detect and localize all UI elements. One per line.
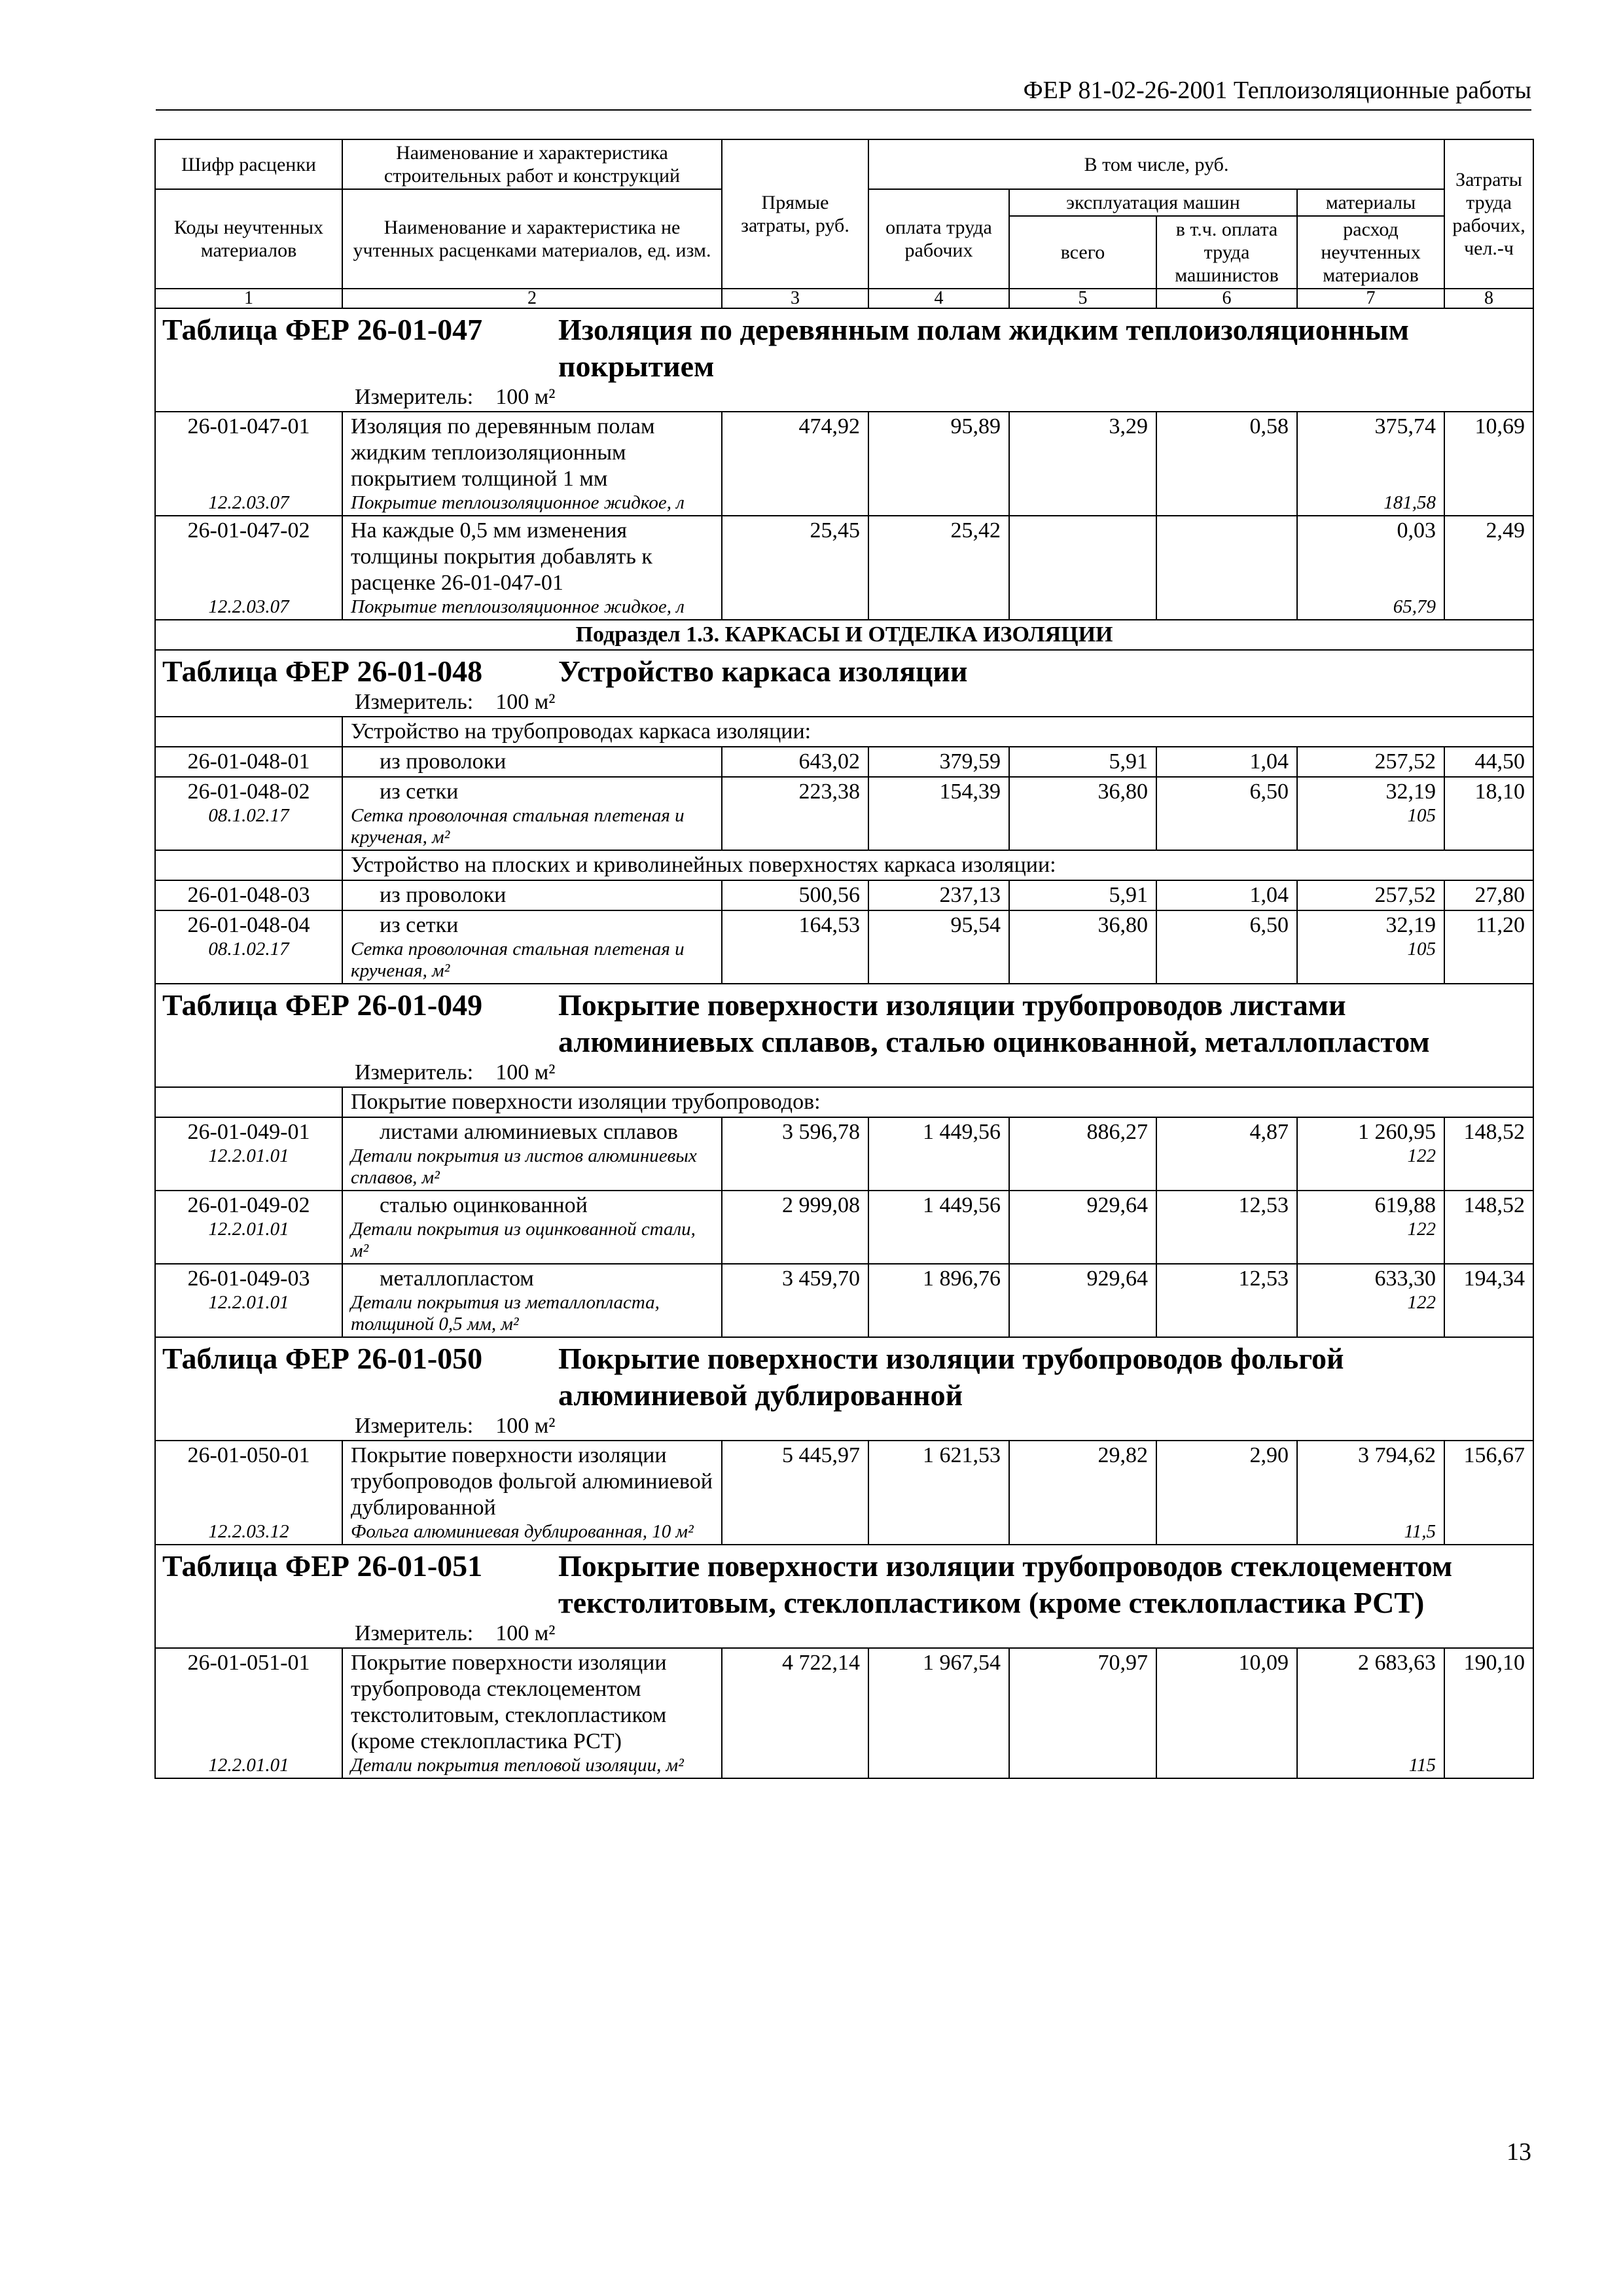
- table-row: [155, 1191, 1533, 1264]
- material-name: Детали покрытия из листов алюминиевых сплавов, м²: [351, 1145, 697, 1188]
- table-row: [155, 1117, 1533, 1191]
- col-header-mat-code: Коды неучтенных материалов: [155, 189, 342, 289]
- material-qty: 65,79: [1393, 596, 1436, 617]
- material-cost: 0,03 65,79: [1297, 516, 1444, 620]
- table-title-row: [155, 984, 1533, 1087]
- material-qty: 105: [1407, 805, 1436, 826]
- material-code: 12.2.01.01: [208, 1755, 289, 1776]
- col-header-incl: В том числе, руб.: [868, 139, 1444, 189]
- rate-code: 26-01-049-01 12.2.01.01: [155, 1117, 342, 1191]
- table-name: Покрытие поверхности изоляции трубопроводов стеклоцементом текстолитовым, стеклопластиком (кроме стеклопластика РСТ): [558, 1549, 1453, 1619]
- direct-cost: 3 596,78: [722, 1117, 868, 1191]
- work-name: Покрытие поверхности изоляции трубопроводов фольгой алюминиевой дублированной Фольга алюминиевая дублированная, 10 м²: [342, 1441, 722, 1545]
- table-row: [155, 516, 1533, 620]
- direct-cost: 2 999,08: [722, 1191, 868, 1264]
- subsection-title: Подраздел 1.3. КАРКАСЫ И ОТДЕЛКА ИЗОЛЯЦИИ: [155, 620, 1533, 650]
- material-code: 12.2.01.01: [208, 1145, 289, 1166]
- rate-code: 26-01-049-03 12.2.01.01: [155, 1264, 342, 1337]
- unit-line: Измеритель: 100 м²: [355, 1060, 556, 1085]
- work-name: Изоляция по деревянным полам жидким теплоизоляционным покрытием толщиной 1 мм Покрытие теплоизоляционное жидкое, л: [342, 412, 722, 516]
- group-row: [155, 717, 1533, 747]
- labor-hours: 10,69: [1444, 412, 1533, 516]
- material-cost: 2 683,63 115: [1297, 1648, 1444, 1778]
- rate-code: 26-01-047-01 12.2.03.07: [155, 412, 342, 516]
- col-header-mat-consumption: расход неучтенных материалов: [1297, 216, 1444, 289]
- table-code: Таблица ФЕР 26-01-049: [162, 988, 483, 1022]
- machinist-cost: 4,87: [1156, 1117, 1297, 1191]
- column-number: 2: [342, 289, 722, 308]
- column-numbers: [155, 289, 1533, 308]
- labor-cost: 25,42: [868, 516, 1009, 620]
- material-qty: 181,58: [1383, 492, 1436, 513]
- work-name: листами алюминиевых сплавов Детали покрытия из листов алюминиевых сплавов, м²: [342, 1117, 722, 1191]
- work-name: из сетки Сетка проволочная стальная плетеная и крученая, м²: [342, 910, 722, 984]
- material-cost: 3 794,62 11,5: [1297, 1441, 1444, 1545]
- material-cost: 619,88 122: [1297, 1191, 1444, 1264]
- rate-code: 26-01-048-01: [155, 747, 342, 777]
- labor-cost: 95,54: [868, 910, 1009, 984]
- labor-hours: 148,52: [1444, 1191, 1533, 1264]
- group-title: Устройство на плоских и криволинейных поверхностях каркаса изоляции:: [342, 850, 1533, 880]
- material-qty: 122: [1407, 1292, 1436, 1313]
- group-row: [155, 1087, 1533, 1117]
- header-row-1: [155, 139, 1533, 189]
- labor-cost: 237,13: [868, 880, 1009, 910]
- labor-cost: 154,39: [868, 777, 1009, 850]
- material-code: 08.1.02.17: [208, 939, 289, 960]
- material-code: 12.2.03.07: [208, 492, 289, 513]
- machinist-cost: 0,58: [1156, 412, 1297, 516]
- col-header-labor: оплата труда рабочих: [868, 189, 1009, 289]
- work-name: металлопластом Детали покрытия из металлопласта, толщиной 0,5 мм, м²: [342, 1264, 722, 1337]
- direct-cost: 5 445,97: [722, 1441, 868, 1545]
- work-name: сталью оцинкованной Детали покрытия из оцинкованной стали, м²: [342, 1191, 722, 1264]
- rate-code: 26-01-049-02 12.2.01.01: [155, 1191, 342, 1264]
- table-title: [155, 1337, 1533, 1441]
- column-number: 8: [1444, 289, 1533, 308]
- unit-line: Измеритель: 100 м²: [355, 385, 556, 409]
- table-name: Покрытие поверхности изоляции трубопроводов фольгой алюминиевой дублированной: [558, 1342, 1344, 1412]
- page-number: 13: [1507, 2138, 1531, 2166]
- column-number: 4: [868, 289, 1009, 308]
- price-table: [154, 139, 1534, 1779]
- column-number: 7: [1297, 289, 1444, 308]
- table-row: [155, 1648, 1533, 1778]
- table-code: Таблица ФЕР 26-01-050: [162, 1342, 483, 1375]
- col-header-hours: Затраты труда рабочих, чел.-ч: [1444, 139, 1533, 289]
- machine-cost: 5,91: [1009, 880, 1156, 910]
- material-cost: 32,19 105: [1297, 777, 1444, 850]
- col-header-materials: материалы: [1297, 189, 1444, 216]
- rate-code: 26-01-048-02 08.1.02.17: [155, 777, 342, 850]
- labor-hours: 194,34: [1444, 1264, 1533, 1337]
- labor-cost: 1 967,54: [868, 1648, 1009, 1778]
- material-name: Сетка проволочная стальная плетеная и крученая, м²: [351, 805, 685, 848]
- material-cost: 257,52: [1297, 880, 1444, 910]
- column-number: 6: [1156, 289, 1297, 308]
- material-code: 12.2.01.01: [208, 1219, 289, 1240]
- unit-line: Измеритель: 100 м²: [355, 690, 556, 714]
- direct-cost: 164,53: [722, 910, 868, 984]
- table-name: Устройство каркаса изоляции: [558, 655, 968, 688]
- unit-line: Измеритель: 100 м²: [355, 1621, 556, 1645]
- labor-cost: 95,89: [868, 412, 1009, 516]
- material-cost: 633,30 122: [1297, 1264, 1444, 1337]
- machine-cost: 886,27: [1009, 1117, 1156, 1191]
- material-cost: 257,52: [1297, 747, 1444, 777]
- material-cost: 32,19 105: [1297, 910, 1444, 984]
- labor-cost: 379,59: [868, 747, 1009, 777]
- group-row: [155, 850, 1533, 880]
- table-title-row: [155, 1545, 1533, 1648]
- table-name: Покрытие поверхности изоляции трубопроводов листами алюминиевых сплавов, сталью оцинкованной, металлопластом: [558, 988, 1430, 1058]
- material-qty: 122: [1407, 1219, 1436, 1240]
- labor-hours: 18,10: [1444, 777, 1533, 850]
- column-number: 1: [155, 289, 342, 308]
- table-code: Таблица ФЕР 26-01-051: [162, 1549, 483, 1583]
- table-row: [155, 910, 1533, 984]
- machine-cost: 36,80: [1009, 777, 1156, 850]
- material-name: Покрытие теплоизоляционное жидкое, л: [351, 492, 685, 513]
- material-code: 12.2.03.12: [208, 1521, 289, 1542]
- machinist-cost: 12,53: [1156, 1191, 1297, 1264]
- material-code: 12.2.03.07: [208, 596, 289, 617]
- unit-line: Измеритель: 100 м²: [355, 1414, 556, 1438]
- machine-cost: 929,64: [1009, 1264, 1156, 1337]
- rate-code: 26-01-048-03: [155, 880, 342, 910]
- machine-cost: 3,29: [1009, 412, 1156, 516]
- col-header-mat-name: Наименование и характеристика не учтенных расценками материалов, ед. изм.: [342, 189, 722, 289]
- col-header-mach-labor: в т.ч. оплата труда машинистов: [1156, 216, 1297, 289]
- table-code: Таблица ФЕР 26-01-047: [162, 313, 483, 346]
- material-name: Покрытие теплоизоляционное жидкое, л: [351, 596, 685, 617]
- direct-cost: 4 722,14: [722, 1648, 868, 1778]
- machinist-cost: 6,50: [1156, 910, 1297, 984]
- material-name: Сетка проволочная стальная плетеная и крученая, м²: [351, 939, 685, 981]
- table-title-row: [155, 650, 1533, 717]
- material-name: Детали покрытия из металлопласта, толщиной 0,5 мм, м²: [351, 1292, 660, 1335]
- group-title: Покрытие поверхности изоляции трубопроводов:: [342, 1087, 1533, 1117]
- direct-cost: 500,56: [722, 880, 868, 910]
- material-name: Детали покрытия тепловой изоляции, м²: [351, 1755, 684, 1776]
- material-cost: 375,74 181,58: [1297, 412, 1444, 516]
- column-number: 5: [1009, 289, 1156, 308]
- labor-hours: 156,67: [1444, 1441, 1533, 1545]
- table-title-row: [155, 1337, 1533, 1441]
- machine-cost: 36,80: [1009, 910, 1156, 984]
- column-number: 3: [722, 289, 868, 308]
- machine-cost: 29,82: [1009, 1441, 1156, 1545]
- work-name: из сетки Сетка проволочная стальная плетеная и крученая, м²: [342, 777, 722, 850]
- labor-cost: 1 449,56: [868, 1117, 1009, 1191]
- machinist-cost: 10,09: [1156, 1648, 1297, 1778]
- labor-hours: 2,49: [1444, 516, 1533, 620]
- work-name: На каждые 0,5 мм изменения толщины покрытия добавлять к расценке 26-01-047-01 Покрытие теплоизоляционное жидкое, л: [342, 516, 722, 620]
- table-row: [155, 747, 1533, 777]
- table-row: [155, 1264, 1533, 1337]
- rate-code: 26-01-050-01 12.2.03.12: [155, 1441, 342, 1545]
- direct-cost: 3 459,70: [722, 1264, 868, 1337]
- col-header-direct: Прямые затраты, руб.: [722, 139, 868, 289]
- table-row: [155, 880, 1533, 910]
- labor-cost: 1 621,53: [868, 1441, 1009, 1545]
- direct-cost: 643,02: [722, 747, 868, 777]
- labor-cost: 1 896,76: [868, 1264, 1009, 1337]
- rate-code: 26-01-048-04 08.1.02.17: [155, 910, 342, 984]
- material-qty: 122: [1407, 1145, 1436, 1166]
- labor-hours: 190,10: [1444, 1648, 1533, 1778]
- rate-code: 26-01-047-02 12.2.03.07: [155, 516, 342, 620]
- table-title: [155, 308, 1533, 412]
- material-qty: 105: [1407, 939, 1436, 960]
- machinist-cost: 2,90: [1156, 1441, 1297, 1545]
- table-title: [155, 650, 1533, 717]
- col-header-name: Наименование и характеристика строительных работ и конструкций: [342, 139, 722, 189]
- material-name: Детали покрытия из оцинкованной стали, м²: [351, 1219, 696, 1261]
- labor-hours: 27,80: [1444, 880, 1533, 910]
- work-name: из проволоки: [342, 747, 722, 777]
- labor-cost: 1 449,56: [868, 1191, 1009, 1264]
- labor-hours: 148,52: [1444, 1117, 1533, 1191]
- group-title: Устройство на трубопроводах каркаса изоляции:: [342, 717, 1533, 747]
- table-title-row: [155, 308, 1533, 412]
- machinist-cost: 6,50: [1156, 777, 1297, 850]
- table-code: Таблица ФЕР 26-01-048: [162, 655, 483, 688]
- rate-code: 26-01-051-01 12.2.01.01: [155, 1648, 342, 1778]
- col-header-mach-total: всего: [1009, 216, 1156, 289]
- work-name: Покрытие поверхности изоляции трубопровода стеклоцементом текстолитовым, стеклопластиком (кроме стеклопластика РСТ) Детали покрытия тепловой изоляции, м²: [342, 1648, 722, 1778]
- col-header-machines: эксплуатация машин: [1009, 189, 1297, 216]
- direct-cost: 25,45: [722, 516, 868, 620]
- material-qty: 115: [1408, 1755, 1436, 1776]
- table-title: [155, 1545, 1533, 1648]
- machinist-cost: 12,53: [1156, 1264, 1297, 1337]
- machine-cost: 929,64: [1009, 1191, 1156, 1264]
- material-cost: 1 260,95 122: [1297, 1117, 1444, 1191]
- machinist-cost: 1,04: [1156, 880, 1297, 910]
- running-header: ФЕР 81-02-26-2001 Теплоизоляционные работы: [156, 75, 1531, 111]
- machine-cost: 5,91: [1009, 747, 1156, 777]
- direct-cost: 474,92: [722, 412, 868, 516]
- table-row: [155, 1441, 1533, 1545]
- labor-hours: 44,50: [1444, 747, 1533, 777]
- work-name: из проволоки: [342, 880, 722, 910]
- material-code: 12.2.01.01: [208, 1292, 289, 1313]
- material-qty: 11,5: [1404, 1521, 1436, 1542]
- table-title: [155, 984, 1533, 1087]
- labor-hours: 11,20: [1444, 910, 1533, 984]
- material-name: Фольга алюминиевая дублированная, 10 м²: [351, 1521, 694, 1542]
- machinist-cost: [1156, 516, 1297, 620]
- table-name: Изоляция по деревянным полам жидким теплоизоляционным покрытием: [558, 313, 1409, 383]
- subsection-row: [155, 620, 1533, 650]
- material-code: 08.1.02.17: [208, 805, 289, 826]
- machinist-cost: 1,04: [1156, 747, 1297, 777]
- col-header-code: Шифр расценки: [155, 139, 342, 189]
- machine-cost: 70,97: [1009, 1648, 1156, 1778]
- machine-cost: [1009, 516, 1156, 620]
- table-row: [155, 777, 1533, 850]
- table-row: [155, 412, 1533, 516]
- direct-cost: 223,38: [722, 777, 868, 850]
